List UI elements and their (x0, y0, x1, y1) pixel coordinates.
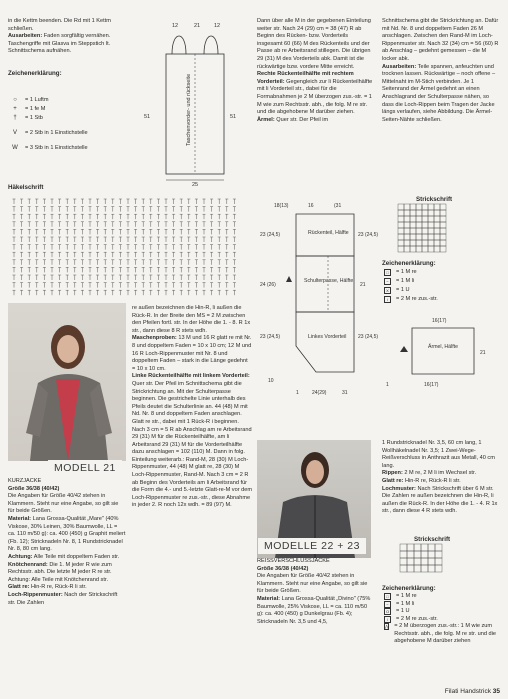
legend2-m-li: − = 1 M li (384, 601, 500, 609)
page-footer (445, 688, 500, 695)
badge-modell-22-23: MODELLE 22 + 23 (258, 538, 366, 554)
kicker-reissverschluss: REISSVERSCHLUSSJACKE (257, 558, 330, 564)
sleeve-shape (412, 328, 474, 374)
bag-inner-label: Taschenvorder- und rückseite (186, 73, 192, 146)
col4-text: Schnittschema gibt die Strickrichtung an. Dafür mit Nd. Nr. 8 und doppeltem Faden 26 M anschlagen. Zwischen den Rand-M im Loch-Rippenmuster str. Nach 32 (34) cm = 56 (60) R ab Anschlag – gedehnt gemessen – die M locker abk. Ausarbeiten: Teile spannen, anfeuchten und trocknen lassen. Rückwärtige – noch offene – Mittelnaht im M-Stich verbinden. Je 1 Seitenrand der Ärmel gedehnt an einen Anschlagrand der Schulterpasse nähen, so dass die Loch-Rippen beim Tragen der Jacke längs verlaufen, siehe Abbildung. Die Ärmel-Seiten-Nähte schließen. (382, 18, 499, 123)
bag-handles (172, 36, 218, 54)
svg-text:31: 31 (342, 390, 348, 396)
bag-side-label-right: 51 (230, 114, 237, 120)
photo-modell-21 (8, 303, 126, 461)
vorder-label: Linkes Vorderteil (308, 334, 347, 340)
legend-stb: † = 1 Stb (13, 115, 43, 121)
legend-fem: + = 1 fe M (13, 106, 46, 112)
bag-bottom-label: 25 (192, 182, 199, 188)
col2-text: re außen bezeichnen die Hin-R, li außen die Rück-R. In der Breite den MS = 2 M zwischen den Pfeilen fortl. str. In der Höhe die 1. - 8. R 1x str., dann diese 8 R stets wdh. Maschenproben: 13 M und 16 R glatt re mit Nr. 8 und doppeltem Faden = 10 x 10 cm; 12 M und 16 R Loch-Rippenmuster mit Nr. 8 und doppeltem Faden – stark in die Länge gedehnt = 10 x 10 cm. Linke Rückenteilhälfte mit linkem Vorderteil: Quer str. Der Pfeil im Schnittschema gibt die Strickrichtung an. Mit der Schulterpasse beginnen. Die gestrichelte Linie unterhalb des Pfeils deutet die Schulterlinie an. 44 (48) M mit Nd. Nr. 8 und doppeltem Faden anschlagen. Glatt re str., dabei mit 1 Rück-R i beginnen. Nach 3 cm = 5 R ab Anschlag am re Arbeitsrand 29 (31) M für die Rückenteilhälfte, am li Arbeitsrand 29 (31) M für die Vorderteilhälfte dazu anschlagen = 102 (110) M. Dann in folg. Einteilung weiterarb.: Rand-M, 28 (30) M Loch-Rippenmuster, 44 (48) M glatt re, 28 (30) M Loch-Rippenmuster, Rand-M. Nach 3 cm = 2 R ab Beginn des Vorderteils am li Arbeitsrand für die Form die 4.- und 5.-letzte Glatt-re-M vor dem Loch-Rippenmuster re zus.-str., diese Abnahme in jeder 2. R noch 12x wdh. = 89 (97) M. (132, 305, 252, 509)
col1-text: in die Kettm beenden. Die Rd mit 1 Kettm schließen. Ausarbeiten: Faden sorgfältig vernähen. Taschengriffe mit Glasva im Steppstich lt. Schnittschema aufnähen. Zeichenerklärung: (8, 18, 111, 77)
legend-luftm: ○ = 1 Luftm (13, 97, 49, 103)
legend-title-col4b: Zeichenerklärung: (382, 585, 436, 592)
bag-side-label: 51 (144, 114, 151, 120)
svg-text:24 (26): 24 (26) (260, 282, 276, 288)
legend2-m-re: □ = 1 M re (384, 593, 500, 601)
sleeve-schema (384, 312, 500, 392)
jacke-schema (256, 196, 379, 436)
col1-legend (8, 96, 128, 153)
col4b-text: 1 Rundstricknadel Nr. 3,5, 60 cm lang, 1 Wollhäkelnadel Nr. 3,5; 1 Zwei-Wege-Reißverschluss in Anthrazit aus Metall, 40 cm lang. Rippen: 2 M re, 2 M li im Wechsel str. Glatt re: Hin-R re, Rück-R li str. Lochmuster: Nach Strickschrift über 6 M str. Die Zahlen re außen bezeichnen die Hin-R, li außen die Rück-R. In der Höhe die 1. - 4. R 1x str., dann diese 4 R stets wdh. (382, 440, 498, 515)
page-number: 35 (492, 688, 500, 695)
bag-diagram (132, 18, 252, 196)
svg-text:1: 1 (296, 390, 299, 396)
svg-text:23 (24,5): 23 (24,5) (358, 232, 379, 238)
ruecken-label: Rückenteil, Hälfte (308, 230, 349, 236)
kicker-kurzjacke: KURZJACKE (8, 478, 42, 484)
passe-label: Schulterpasse, Hälfte (304, 278, 354, 284)
svg-text:1: 1 (386, 382, 389, 388)
sleeve-label: Ärmel, Hälfte (428, 344, 458, 350)
modell21-text: KURZJACKE Größe 36/38 (40/42) Die Angaben für Größe 40/42 stehen in Klammern. Steht nur eine Angabe, so gilt sie für beide Größen. Material: Lana Grossa-Qualität „Mare" (40% Viskose, 30% Leinen, 30% Baumwolle, LL = ca. 110 m/50 g): ca. 400 (450) g Graphit meliert (Fb. 12); Stricknadeln Nr. 8, 1 Rundstricknadel Nr. 8, 80 cm lang. Achtung: Alle Teile mit doppeltem Faden str. Knötchenrand: Die 1. M jeder R wie zum Rechtsstr. abh. Die letzte M jeder R re str. Achtung: Alle Teile mit Knötchenrand str. Glatt re: Hin-R re, Rück-R li str. Loch-Rippenmuster: Nach der Strickschrift str. Die Zahlen (8, 478, 126, 606)
svg-text:18(13): 18(13) (274, 203, 289, 209)
bag-top-label-1: 12 (172, 23, 179, 29)
strickschrift-chart-1 (398, 204, 458, 256)
strickschrift-chart-2 (400, 544, 450, 576)
badge-modell-21: MODELL 21 (48, 460, 122, 476)
svg-text:16(17): 16(17) (432, 318, 447, 324)
svg-text:24(29): 24(29) (312, 390, 327, 396)
vorder-shape (296, 312, 354, 372)
legend2-2m: / = 2 M re zus.-str. (384, 616, 500, 624)
modell22-text: REISSVERSCHLUSSJACKE Größe 36/38 (40/42) Die Angaben für Größe 40/42 stehen in Klammern. Steht nur eine Angabe, so gilt sie für beide Größen. Material: Lana Grossa-Qualität „Divino" (75% Baumwolle, 25% Viskose, LL = ca. 110 m/50 g): ca. 400 (450) g Dunkelgrau (Fb. 4); Stricknadeln Nr. 3,5 und 4,5, (257, 558, 375, 626)
legend2-u: O = 1 U (385, 608, 410, 615)
col4-legend (384, 268, 494, 304)
footer-magazine: Filati Handstrick (444, 688, 491, 695)
svg-text:21: 21 (480, 350, 486, 356)
legend-2stb: V = 2 Stb in 1 Einstichstelle (12, 130, 88, 136)
svg-text:23 (24,5): 23 (24,5) (260, 334, 281, 340)
legend2-ueberzogen: ⋀ = 2 M überzogen zus.-str.: 1 M wie zum Rechtsstr. abh., die folg. M re str. und die abgehobene M darüber ziehen (385, 623, 496, 644)
bag-top-label-3: 12 (214, 23, 221, 29)
svg-text:21: 21 (360, 282, 366, 288)
haekel-title: Häkelschrift (8, 184, 44, 191)
svg-text:10: 10 (268, 378, 274, 384)
col4b-legend (384, 593, 500, 646)
svg-text:23 (24,5): 23 (24,5) (260, 232, 281, 238)
svg-text:(31: (31 (334, 203, 342, 209)
passe-shape (296, 256, 354, 312)
legend-m-re: □ = 1 M re (384, 268, 494, 277)
strickschrift-title-1: Strickschrift (416, 196, 453, 203)
haekel-chart (6, 193, 252, 301)
bag-top-label-2: 21 (194, 23, 201, 29)
legend-u: X = 1 U (384, 286, 494, 295)
svg-text:16: 16 (308, 203, 314, 209)
strickschrift-title-2: Strickschrift (414, 536, 451, 543)
svg-text:23 (24,5): 23 (24,5) (358, 334, 379, 340)
legend-2m: / = 2 M re zus.-str. (384, 295, 494, 304)
col3-text: Dann über alle M in der gegebenen Einteilung weiter str. Nach 24 (29) cm = 38 (47) R ab Beginn des Rücken- bzw. Vorderteils insgesamt 60 (66) M des Rückenteils und der Passe ab re Arbeitsrand stillegen. Die übrigen 29 (31) M des Vorderteils abk. Damit ist die rückwärtige bzw. vordere Mitte erreicht. Rechte Rückenteilhälfte mit rechtem Vorderteil: Gegengleich zur li Rückenteilhälfte mit li Vorderteil str., dabei für die Formabnahmen je 2 M überzogen zus.-str. = 1 M wie zum Rechtsstr. abh., die folg. M re str. und die abgehobene M darüber ziehen. Ärmel: Quer str. Der Pfeil im (257, 18, 373, 123)
legend-3stb: W = 3 Stb in 1 Einstichstelle (12, 145, 88, 151)
svg-text:16(17): 16(17) (424, 382, 439, 388)
legend-m-li: − = 1 M li (384, 277, 494, 286)
legend-title-col4: Zeichenerklärung: (382, 260, 436, 267)
